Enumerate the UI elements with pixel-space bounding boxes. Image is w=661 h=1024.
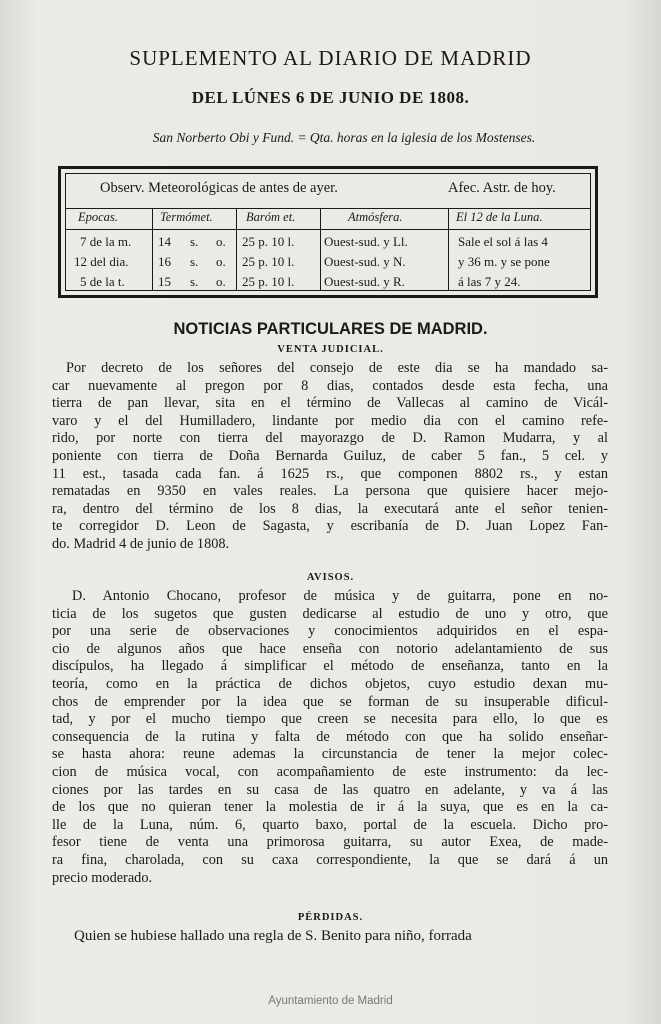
page-title: SUPLEMENTO AL DIARIO DE MADRID	[129, 46, 532, 70]
perdidas-heading: PÉRDIDAS.	[297, 912, 364, 923]
text-line: ra fina, charolada, con su caxa correspondiente, la que se dará á un	[52, 851, 608, 868]
text-line: cio de algunos años que hace enseña con notorio adelantamiento de sus	[52, 640, 608, 657]
atmosfera-cell: Ouest-sud. y Ll.	[324, 234, 408, 249]
text-line: rido, por norte con tierra del mayorazgo de D. Ramon Mudarra, y al	[52, 430, 608, 447]
epoca-cell: 5 de la t.	[80, 274, 125, 289]
barometro-cell: 25 p. 10 l.	[242, 234, 295, 249]
barometro-cell: 25 p. 10 l.	[242, 274, 295, 289]
avisos-heading: AVISOS.	[306, 572, 355, 583]
text-line: por una serie de observaciones y conocimientos adquiridos en el espa-	[52, 623, 608, 640]
luna-line: á las 7 y 24.	[458, 274, 521, 289]
atmosfera-cell: Ouest-sud. y R.	[324, 274, 405, 289]
weather-table	[58, 166, 598, 298]
column-header-epocas: Epocas.	[78, 210, 118, 224]
text-line: varo y el del Humilladero, lindante por medio dia con el camino refe-	[52, 412, 608, 429]
epoca-cell: 7 de la m.	[80, 234, 132, 249]
text-line: poniente con tierra de Doña Bernarda Guiluz, de caber 5 fan., 5 cel. y	[52, 447, 608, 464]
text-line: D. Antonio Chocano, profesor de música y de guitarra, pone en no-	[72, 588, 608, 604]
termometro-cell: 14	[158, 234, 171, 249]
archive-watermark: Ayuntamiento de Madrid	[268, 995, 393, 1007]
text-line: tierra de pan llevar, sita en el término de Vallecas al camino de Vicál-	[52, 395, 608, 412]
text-line: lle de la Luna, núm. 6, quarto baxo, portal de la escuela. Dicho pro-	[52, 816, 608, 833]
text-line: de los que no quieran tener la molestia de ir á la suya, que es en la ca-	[52, 799, 608, 816]
text-line: chos de emprender por la idea que se forman de su insuperable dificul-	[52, 693, 608, 710]
text-line: Por decreto de los señores del consejo de este dia se ha mandado sa-	[66, 360, 608, 376]
text-line: ra, dentro del término de los 8 dias, la executará ante el señor tenien-	[52, 500, 608, 517]
text-line: ticia de los sugetos que gusten dedicarse al estudio de uno y otro, que	[52, 605, 608, 622]
barometro-cell: 25 p. 10 l.	[242, 254, 295, 269]
weather-table-inner	[65, 173, 591, 291]
luna-line: y 36 m. y se pone	[458, 254, 550, 269]
text-line: discípulos, ha llegado á simplificar el método de enseñanza, tanto en la	[52, 658, 608, 675]
text-line: car nuevamente al pregon por 8 dias, contados desde esta fecha, una	[52, 377, 608, 394]
date-line: DEL LÚNES 6 DE JUNIO DE 1808.	[191, 88, 470, 107]
luna-line: Sale el sol á las 4	[458, 234, 548, 249]
atmosfera-cell: Ouest-sud. y N.	[324, 254, 406, 269]
column-header-barometro: Baróm et.	[246, 210, 296, 224]
termometro-s-cell: s.	[190, 274, 199, 289]
termometro-o-cell: o.	[216, 274, 226, 289]
avisos-paragraph	[52, 588, 608, 887]
termometro-o-cell: o.	[216, 254, 226, 269]
termometro-o-cell: o.	[216, 234, 226, 249]
text-line: teoría, como en la práctica de dichos objetos, cuyo estudio dexan mu-	[52, 675, 608, 692]
text-line: do. Madrid 4 de junio de 1808.	[52, 535, 230, 552]
epoca-cell: 12 del dia.	[74, 254, 129, 269]
termometro-s-cell: s.	[190, 254, 199, 269]
table-heading-observations: Observ. Meteorológicas de antes de ayer.	[100, 180, 338, 196]
venta-heading: VENTA JUDICIAL.	[277, 344, 384, 355]
column-header-atmosfera: Atmósfera.	[348, 210, 403, 224]
termometro-s-cell: s.	[190, 234, 199, 249]
column-header-termometro: Termómet.	[160, 210, 213, 224]
perdidas-text: Quien se hubiese hallado una regla de S. Benito para niño, forrada	[74, 928, 472, 944]
termometro-cell: 16	[158, 254, 171, 269]
column-header-luna: El 12 de la Luna.	[456, 210, 543, 224]
text-line: 11 est., tasada cada fan. á 1625 rs., que componen 8802 rs., y estan	[52, 465, 608, 482]
table-heading-astronomy: Afec. Astr. de hoy.	[448, 180, 556, 196]
section-title: NOTICIAS PARTICULARES DE MADRID.	[173, 320, 488, 338]
saints-line: San Norberto Obi y Fund. = Qta. horas en la iglesia de los Mostenses.	[152, 130, 536, 145]
text-line: tad, y por el mucho tiempo que creen se necesita para ello, lo que es	[52, 711, 608, 728]
text-line: te corregidor D. Leon de Sagasta, y escribanía de D. Juan Lopez Fan-	[52, 518, 608, 535]
termometro-cell: 15	[158, 274, 171, 289]
venta-paragraph	[52, 360, 608, 554]
text-line: se hasta ahora: reune ademas la circunstancia de tener la mejor colec-	[52, 746, 608, 763]
text-line: consequencia de la rutina y falta de método con que ha solido enseñar-	[52, 728, 608, 745]
text-line: cion de música vocal, con acompañamiento de este instrumento: da lec-	[52, 763, 608, 780]
text-line: fesor tiene de venta una primorosa guitarra, su autor Exea, de made-	[52, 834, 608, 851]
text-line: rematadas en 9350 en vales reales. La persona que quisiere hacer mejo-	[52, 483, 608, 500]
text-line: precio moderado.	[52, 869, 153, 886]
text-line: ciones por las tardes en su casa de las quatro en adelante, y va á las	[52, 781, 608, 798]
